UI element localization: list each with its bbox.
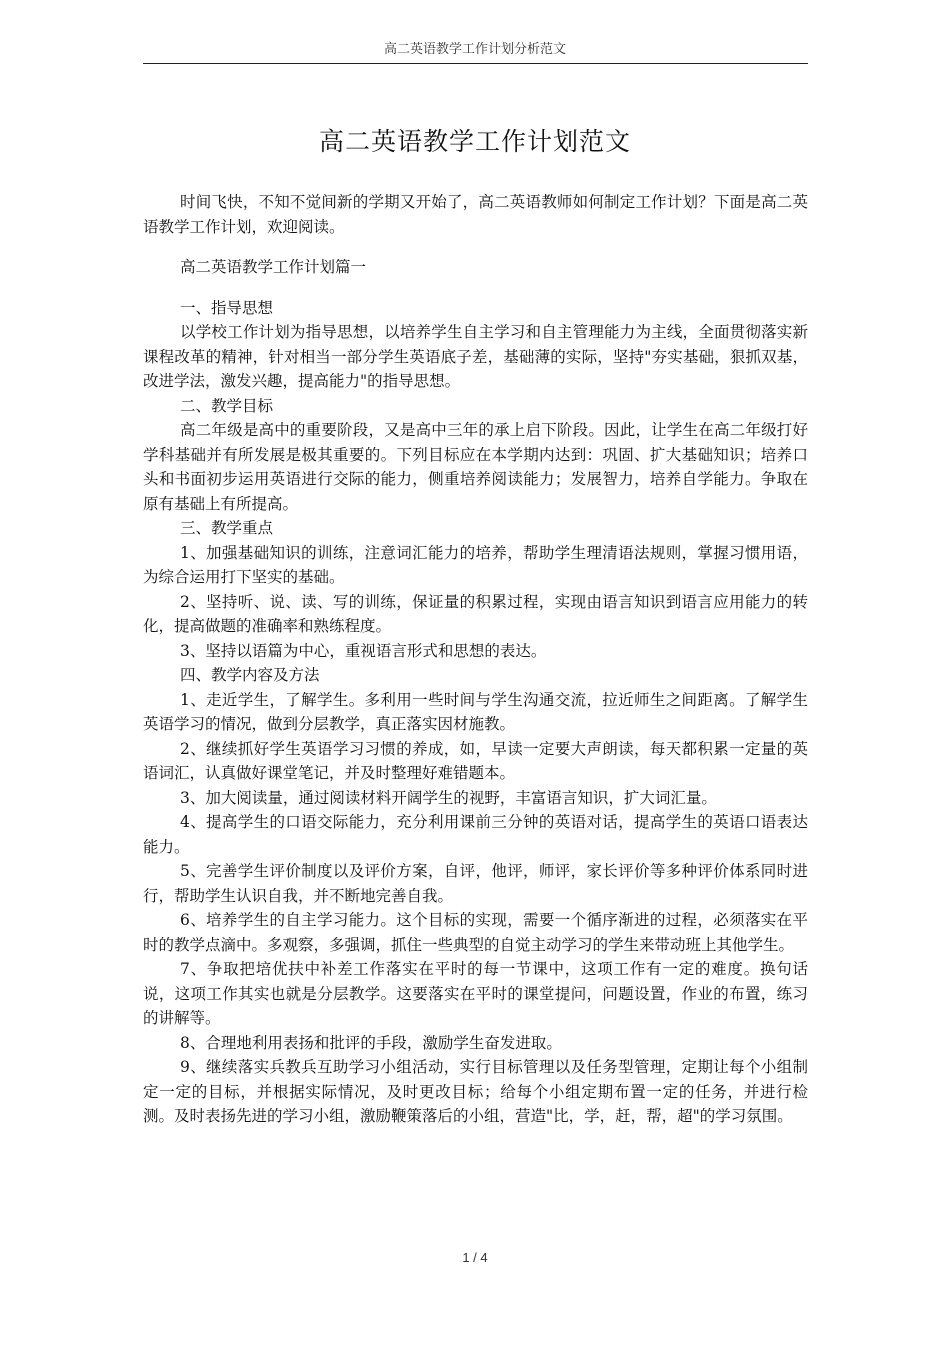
intro-paragraph: 时间飞快，不知不觉间新的学期又开始了，高二英语教师如何制定工作计划？下面是高二英语教学工作计划，欢迎阅读。 [143,193,808,236]
list-item-method-1: 1、走近学生，了解学生。多利用一些时间与学生沟通交流，拉近师生之间距离。了解学生英语学习的情况，做到分层教学，真正落实因材施教。 [143,690,808,733]
list-item-focus-3: 3、坚持以语篇为中心，重视语言形式和思想的表达。 [180,641,547,660]
list-item-method-8: 8、合理地利用表扬和批评的手段，激励学生奋发进取。 [180,1033,562,1052]
list-item-method-2: 2、继续抓好学生英语学习习惯的养成，如，早读一定要大声朗读，每天都积累一定量的英语词汇，认真做好课堂笔记，并及时整理好难错题本。 [143,739,808,782]
part-title: 高二英语教学工作计划篇一 [180,258,367,276]
page-indicator: 1 / 4 [462,1250,488,1265]
section-body-guiding-ideology: 以学校工作计划为指导思想，以培养学生自主学习和自主管理能力为主线，全面贯彻落实新课程改革的精神，针对相当一部分学生英语底子差，基础薄的实际，坚持"夯实基础，狠抓双基，改进学法，激发兴趣，提高能力"的指导思想。 [143,323,808,390]
header-divider [143,63,808,64]
section-heading-guiding-ideology: 一、指导思想 [180,298,274,317]
running-header: 高二英语教学工作计划分析范文 [383,42,566,57]
list-item-method-9: 9、继续落实兵教兵互助学习小组活动，实行目标管理以及任务型管理，定期让每个小组制定一定的目标，并根据实际情况，及时更改目标；给每个小组定期布置一定的任务，并进行检测。及时表扬先进的学习小组，激励鞭策落后的小组，营造"比，学，赶，帮，超"的学习氛围。 [143,1058,808,1125]
list-item-method-6: 6、培养学生的自主学习能力。这个目标的实现，需要一个循序渐进的过程，必须落实在平时的教学点滴中。多观察，多强调，抓住一些典型的自觉主动学习的学生来带动班上其他学生。 [143,911,808,954]
section-heading-teaching-focus: 三、教学重点 [180,519,274,537]
list-item-method-7: 7、争取把培优扶中补差工作落实在平时的每一节课中，这项工作有一定的难度。换句话说，这项工作其实也就是分层教学。这要落实在平时的课堂提问，问题设置，作业的布置，练习的讲解等。 [143,960,808,1027]
section-heading-teaching-goals: 二、教学目标 [180,396,274,415]
section-heading-content-methods: 四、教学内容及方法 [180,666,320,684]
list-item-method-5: 5、完善学生评价制度以及评价方案，自评，他评，师评，家长评价等多种评价体系同时进行，帮助学生认识自我，并不断地完善自我。 [143,862,808,905]
list-item-focus-1: 1、加强基础知识的训练，注意词汇能力的培养，帮助学生理清语法规则，掌握习惯用语，为综合运用打下坚实的基础。 [143,543,808,586]
document-body [143,190,808,1129]
list-item-focus-2: 2、坚持听、说、读、写的训练，保证量的积累过程，实现由语言知识到语言应用能力的转化，提高做题的准确率和熟练程度。 [143,592,808,635]
section-body-teaching-goals: 高二年级是高中的重要阶段，又是高中三年的承上启下阶段。因此，让学生在高二年级打好学科基础并有所发展是极其重要的。下列目标应在本学期内达到：巩固、扩大基础知识；培养口头和书面初步运用英语进行交际的能力，侧重培养阅读能力；发展智力，培养自学能力。争取在原有基础上有所提高。 [143,421,808,513]
document-title: 高二英语教学工作计划范文 [318,127,631,156]
list-item-method-4: 4、提高学生的口语交际能力，充分利用课前三分钟的英语对话，提高学生的英语口语表达能力。 [143,813,808,856]
list-item-method-3: 3、加大阅读量，通过阅读材料开阔学生的视野，丰富语言知识，扩大词汇量。 [180,788,717,807]
